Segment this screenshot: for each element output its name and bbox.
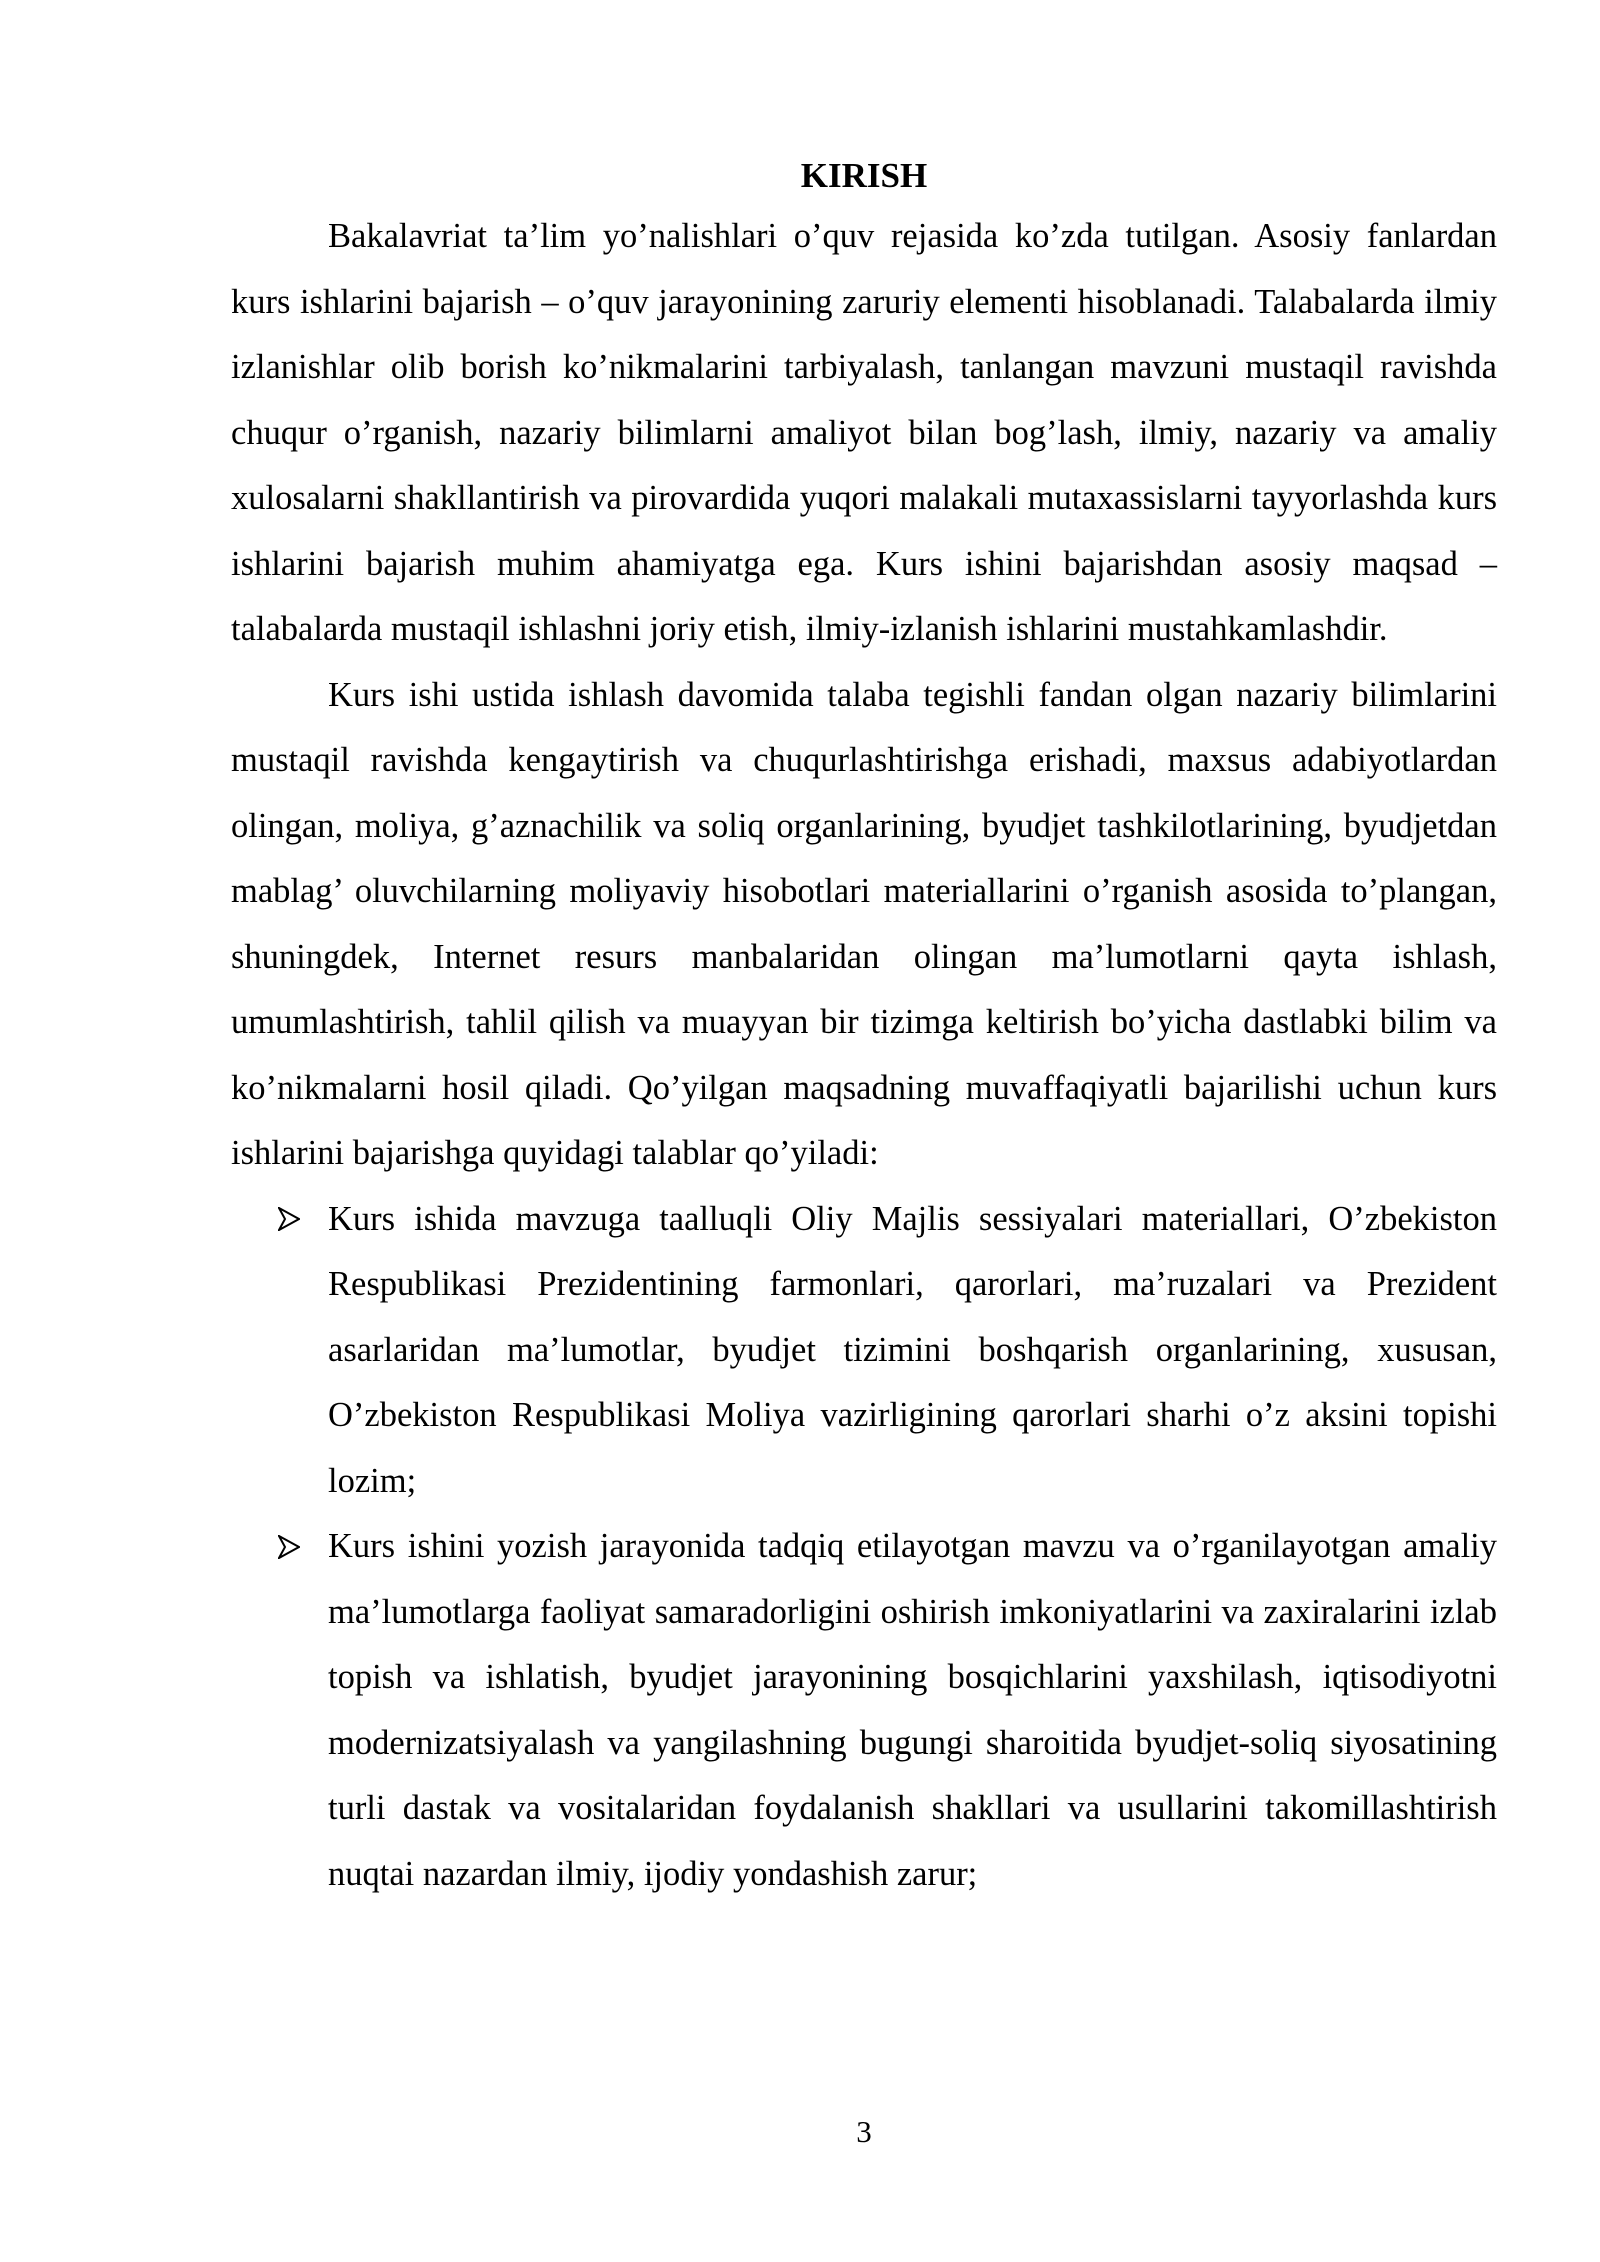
- list-item-text: Kurs ishini yozish jarayonida tadqiq etilayotgan mavzu va o’rganilayotgan amaliy ma’lumotlarga faoliyat samaradorligini oshirish imkoniyatlarini va zaxiralarini izlab topish va ishlatish, byudjet jarayonining bosqichlarini yaxshilash, iqtisodiyotni modernizatsiyalash va yangilashning bugungi sharoitida byudjet-soliq siyosatining turli dastak va vositalaridan foydalanish shakllari va usullarini takomillashtirish nuqtai nazardan ilmiy, ijodiy yondashish zarur;: [328, 1527, 1497, 1893]
- list-item: [231, 1187, 1497, 1515]
- arrowhead-bullet-icon: [278, 1187, 308, 1253]
- page-content: [231, 148, 1497, 1907]
- page-number: 3: [856, 2114, 872, 2149]
- list-item-text: Kurs ishida mavzuga taalluqli Oliy Majlis sessiyalari materiallari, O’zbekiston Respublikasi Prezidentining farmonlari, qarorlari, ma’ruzalari va Prezident asarlaridan ma’lumotlar, byudjet tizimini boshqarish organlarining, xususan, O’zbekiston Respublikasi Moliya vazirligining qarorlari sharhi o’z aksini topishi lozim;: [328, 1199, 1497, 1500]
- arrowhead-bullet-icon: [278, 1514, 308, 1580]
- requirements-list: [231, 1187, 1497, 1908]
- requirements-paragraph: Kurs ishi ustida ishlash davomida talaba tegishli fandan olgan nazariy bilimlarini mustaqil ravishda kengaytirish va chuqurlashtirishga erishadi, maxsus adabiyotlardan olingan, moliya, g’aznachilik va soliq organlarining, byudjet tashkilotlarining, byudjetdan mablag’ oluvchilarning moliyaviy hisobotlari materiallarini o’rganish asosida to’plangan, shuningdek, Internet resurs manbalaridan olingan ma’lumotlarni qayta ishlash, umumlashtirish, tahlil qilish va muayyan bir tizimga keltirish bo’yicha dastlabki bilim va ko’nikmalarni hosil qiladi. Qo’yilgan maqsadning muvaffaqiyatli bajarilishi uchun kurs ishlarini bajarishga quyidagi talablar qo’yiladi:: [231, 675, 1497, 1172]
- list-item: [231, 1514, 1497, 1907]
- intro-paragraph: Bakalavriat ta’lim yo’nalishlari o’quv rejasida ko’zda tutilgan. Asosiy fanlardan kurs ishlarini bajarish – o’quv jarayonining zaruriy elementi hisoblanadi. Talabalarda ilmiy izlanishlar olib borish ko’nikmalarini tarbiyalash, tanlangan mavzuni mustaqil ravishda chuqur o’rganish, nazariy bilimlarni amaliyot bilan bog’lash, ilmiy, nazariy va amaliy xulosalarni shakllantirish va pirovardida yuqori malakali mutaxassislarni tayyorlashda kurs ishlarini bajarish muhim ahamiyatga ega. Kurs ishini bajarishdan asosiy maqsad – talabalarda mustaqil ishlashni joriy etish, ilmiy-izlanish ishlarini mustahkamlashdir.: [231, 217, 1497, 648]
- page-title: KIRISH: [800, 156, 928, 195]
